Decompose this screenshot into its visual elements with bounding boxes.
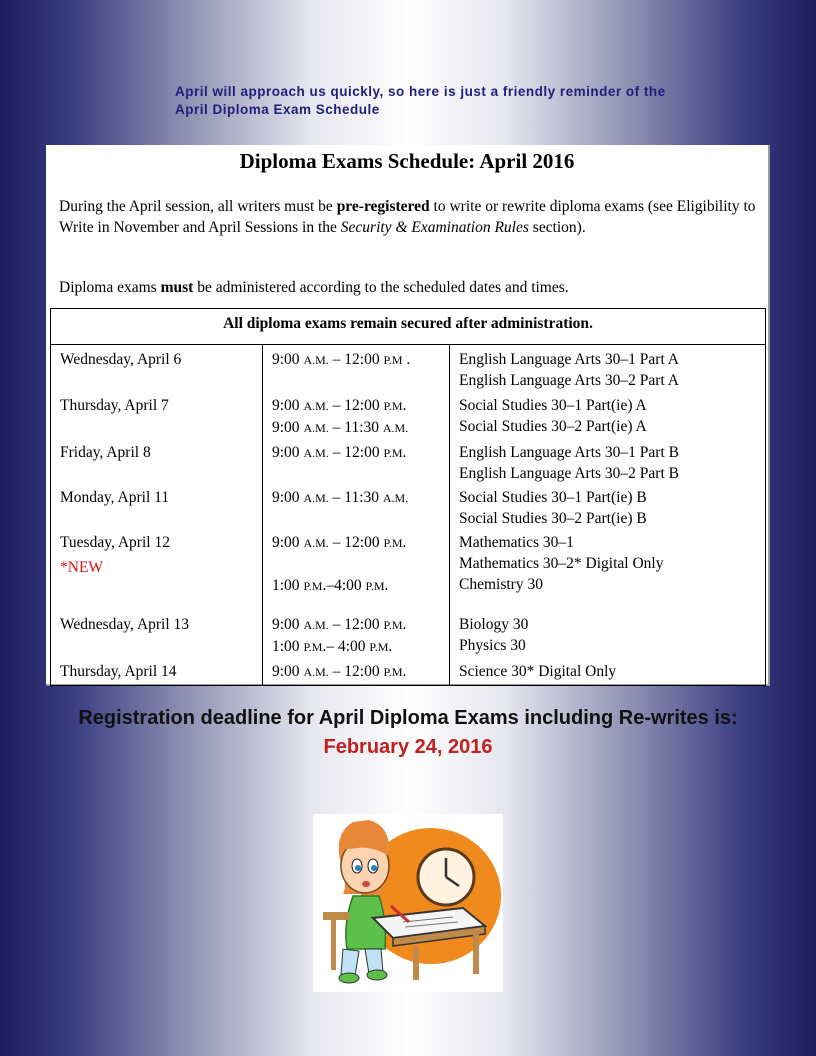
exam-courses: [450, 661, 766, 685]
para1-text-a: During the April session, all writers must be: [59, 198, 337, 215]
exam-courses: [450, 395, 766, 442]
date-text: Tuesday, April 12: [60, 534, 170, 552]
time-text: 9:00 A.M. – 12:00 P.M.: [272, 443, 407, 461]
exam-schedule-table: [50, 308, 766, 686]
exam-date: [51, 395, 263, 442]
course-text: Social Studies 30–2 Part(ie) B: [459, 510, 647, 528]
exam-courses: [450, 442, 766, 487]
table-row: [51, 345, 766, 395]
registration-deadline: [0, 704, 816, 762]
time-text: 9:00 A.M. – 11:30 A.M.: [272, 489, 409, 507]
time-text: 9:00 A.M. – 12:00 P.M.: [272, 663, 407, 681]
table-row: [51, 661, 766, 685]
time-text: 9:00 A.M. – 12:00 P.M.: [272, 534, 407, 552]
schedule-panel: [46, 145, 770, 686]
course-text: Mathematics 30–2* Digital Only: [459, 555, 664, 573]
course-text: Physics 30: [459, 636, 526, 654]
para2-text-a: Diploma exams: [59, 279, 161, 296]
course-text: English Language Arts 30–2 Part B: [459, 464, 679, 482]
exam-times: [263, 442, 450, 487]
schedule-title: Diploma Exams Schedule: April 2016: [239, 149, 575, 173]
exam-courses: [450, 345, 766, 395]
table-row: [51, 487, 766, 532]
exam-date: [51, 345, 263, 395]
para2-text-b: be administered according to the scheduled dates and times.: [193, 279, 569, 296]
deadline-text: Registration deadline for April Diploma Exams including Re-writes is:: [78, 707, 738, 729]
time-text: 9:00 A.M. – 12:00 P.M.: [272, 615, 407, 633]
course-text: Biology 30: [459, 615, 529, 633]
intro-text: April will approach us quickly, so here is just a friendly reminder of the April Diploma Exam Schedule: [175, 84, 666, 117]
course-text: English Language Arts 30–2 Part A: [459, 372, 679, 389]
time-text: 1:00 P.M.– 4:00 P.M.: [272, 637, 393, 655]
deadline-date: February 24, 2016: [323, 736, 493, 758]
date-text: Wednesday, April 13: [60, 615, 190, 633]
exam-times: [263, 614, 450, 661]
student-exam-illustration: [313, 814, 503, 992]
course-text: Social Studies 30–1 Part(ie) B: [459, 489, 647, 507]
student-clipart-icon: [313, 814, 503, 992]
table-row: [51, 614, 766, 661]
preregistration-paragraph: [59, 196, 759, 238]
exam-courses: [450, 487, 766, 532]
new-note: *NEW: [60, 559, 104, 577]
course-text: Mathematics 30–1: [459, 534, 574, 552]
time-text: 1:00 P.M.–4:00 P.M.: [272, 577, 389, 595]
date-text: Friday, April 8: [60, 443, 151, 461]
exam-times: [263, 661, 450, 685]
exam-date: [51, 661, 263, 685]
exam-date: [51, 442, 263, 487]
time-text: 9:00 A.M. – 12:00 P.M .: [272, 351, 411, 368]
course-text: Social Studies 30–1 Part(ie) A: [459, 396, 647, 414]
exam-times: [263, 345, 450, 395]
exam-date: [51, 614, 263, 661]
table-header-row: [51, 309, 766, 345]
date-text: Monday, April 11: [60, 489, 170, 507]
para1-text-c: section).: [528, 219, 586, 236]
exam-times: [263, 487, 450, 532]
course-text: Chemistry 30: [459, 576, 543, 594]
rules-reference: Security & Examination Rules: [340, 219, 529, 236]
table-row: [51, 442, 766, 487]
para1-bold: pre-registered: [336, 198, 430, 215]
course-text: English Language Arts 30–1 Part B: [459, 443, 679, 461]
exam-courses: [450, 532, 766, 614]
table-row: [51, 395, 766, 442]
table-row: [51, 532, 766, 614]
time-text: 9:00 A.M. – 12:00 P.M.: [272, 396, 407, 414]
table-header: All diploma exams remain secured after administration.: [51, 309, 766, 345]
exam-courses: [450, 614, 766, 661]
exam-times: [263, 395, 450, 442]
time-text: 9:00 A.M. – 11:30 A.M.: [272, 418, 409, 436]
administration-paragraph: [59, 277, 759, 298]
exam-date: [51, 487, 263, 532]
date-text: Thursday, April 14: [60, 663, 177, 681]
exam-date: [51, 532, 263, 614]
para1-text-b: to write or rewrite diploma exams (see Eligibility to Write in November and April Sessions in the: [59, 198, 756, 236]
course-text: Science 30* Digital Only: [459, 663, 617, 681]
date-text: Thursday, April 7: [60, 396, 169, 414]
exam-times: [263, 532, 450, 614]
course-text: English Language Arts 30–1 Part A: [459, 351, 679, 368]
course-text: Social Studies 30–2 Part(ie) A: [459, 417, 647, 435]
para2-bold: must: [160, 279, 194, 296]
date-text: Wednesday, April 6: [60, 351, 182, 368]
